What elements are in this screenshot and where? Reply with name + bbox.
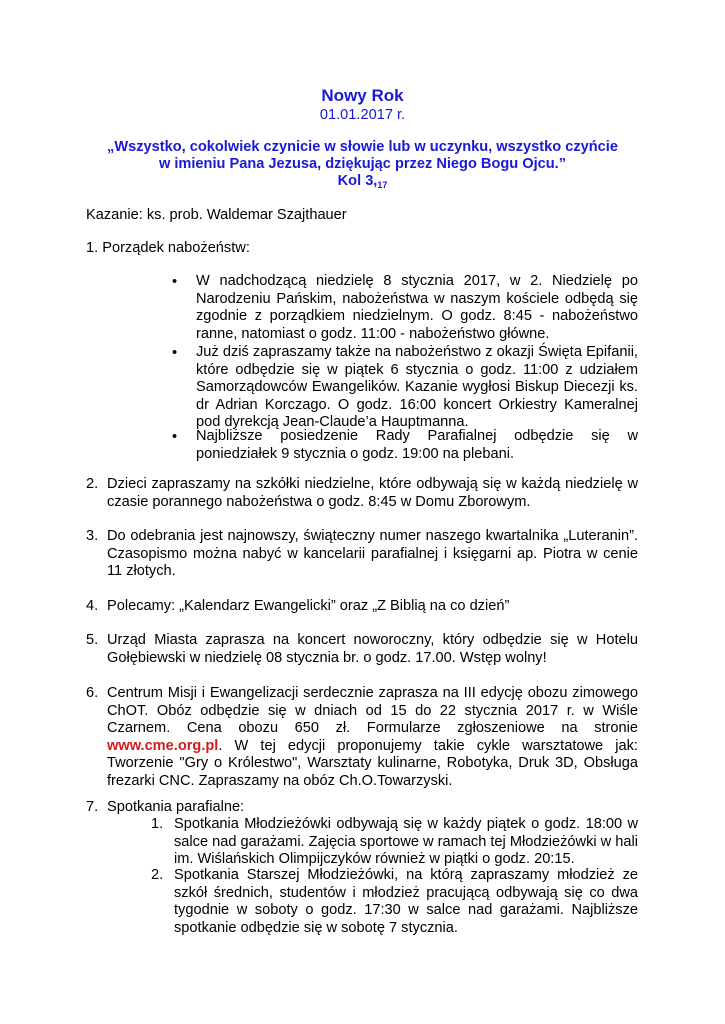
list-item: W nadchodzącą niedzielę 8 stycznia 2017, w 2. Niedzielę po Narodzeniu Pańskim, nabożeństwa w naszym kościele odbędą się zgodnie z porządkiem niedzielnym. O godz. 8:45 - nabożeństwo ranne, natomiast o godz. 11:00 - nabożeństwo główne. xyxy=(196,273,638,342)
item-number: 6. xyxy=(86,685,99,701)
quote-ref-verse: 17 xyxy=(377,180,388,190)
quote-reference xyxy=(80,173,645,190)
bullet-icon: • xyxy=(172,345,178,361)
item-6-text-end: . W tej edycji proponujemy takie cykle warsztatowe jak: Tworzenie "Gry o Królestwo", Warsztaty kulinarne, Robotyka, Druk 3D, Obsługa frezarki CNC. Zapraszamy na obóz Ch.O.Towarzyski. xyxy=(107,737,638,789)
item-number: 2. xyxy=(86,476,99,492)
list-item: Spotkania Młodzieżówki odbywają się w każdy piątek o godz. 18:00 w salce nad garażami. Zajęcia sportowe w ramach tej Młodzieżówki w hali im. Wiślańskich Olimpijczyków również w piątki o godz. 20:15. xyxy=(174,816,638,867)
item-6-text-start: Centrum Misji i Ewangelizacji serdecznie zaprasza na III edycję obozu zimowego ChOT. Obóz odbędzie się w dniach od 15 do 22 stycznia 2017 r. w Wiśle Czarnem. Cena obozu 650 zł. Formularze zgłoszeniowe na stronie xyxy=(107,685,638,736)
quote-line-2: w imieniu Pana Jezusa, dziękując przez Niego Bogu Ojcu.” xyxy=(158,156,567,172)
list-item: Polecamy: „Kalendarz Ewangelicki” oraz „Z Biblią na co dzień” xyxy=(107,598,510,614)
section-1-heading: 1. Porządek nabożeństw: xyxy=(86,240,250,256)
preacher-line: Kazanie: ks. prob. Waldemar Szajthauer xyxy=(86,207,347,223)
list-item xyxy=(107,685,638,790)
sub-item-number: 2. xyxy=(151,867,164,883)
list-item: Najbliższe posiedzenie Rady Parafialnej odbędzie się w poniedziałek 9 stycznia o godz. 19:00 na plebani. xyxy=(196,428,638,462)
item-number: 3. xyxy=(86,528,99,544)
quote-line-1: „Wszystko, cokolwiek czynicie w słowie lub w uczynku, wszystko czyńcie xyxy=(107,139,618,155)
list-item: Do odebrania jest najnowszy, świąteczny numer naszego kwartalnika „Luteranin”. Czasopismo można nabyć w kancelarii parafialnej i księgarni ap. Piotra w cenie 11 złotych. xyxy=(107,528,638,579)
section-7-heading: Spotkania parafialne: xyxy=(107,799,245,815)
bullet-icon: • xyxy=(172,274,178,290)
page-date: 01.01.2017 r. xyxy=(319,107,406,123)
list-item: Dzieci zapraszamy na szkółki niedzielne, które odbywają się w każdą niedzielę w czasie porannego nabożeństwa o godz. 8:45 w Domu Zborowym. xyxy=(107,476,638,510)
list-item: Urząd Miasta zaprasza na koncert noworoczny, który odbędzie się w Hotelu Gołębiewski w niedzielę 08 stycznia br. o godz. 17.00. Wstęp wolny! xyxy=(107,632,638,666)
sub-item-number: 1. xyxy=(151,816,164,832)
bullet-icon: • xyxy=(172,429,178,445)
bible-quote xyxy=(80,139,645,190)
list-item: Już dziś zapraszamy także na nabożeństwo z okazji Święta Epifanii, które odbędzie się w piątek 6 stycznia o godz. 11:00 z udziałem Samorządowców Ewangelików. Kazanie wygłosi Biskup Diecezji ks. dr Adrian Korczago. O godz. 16:00 koncert Orkiestry Kameralnej pod dyrekcją Jean-Claude’a Hauptmanna. xyxy=(196,344,638,430)
item-number: 4. xyxy=(86,598,99,614)
page-title: Nowy Rok xyxy=(321,86,404,105)
quote-ref-text: Kol 3, xyxy=(337,173,378,189)
cme-website-link[interactable]: www.cme.org.pl xyxy=(107,737,219,754)
item-number: 7. xyxy=(86,799,99,815)
item-number: 5. xyxy=(86,632,99,648)
list-item: Spotkania Starszej Młodzieżówki, na którą zapraszamy młodzież ze szkół średnich, studentów i młodzież pracującą odbywają się co dwa tygodnie w soboty o godz. 17:30 w salce nad garażami. Najbliższe spotkanie odbędzie się w sobotę 7 stycznia. xyxy=(174,867,638,936)
